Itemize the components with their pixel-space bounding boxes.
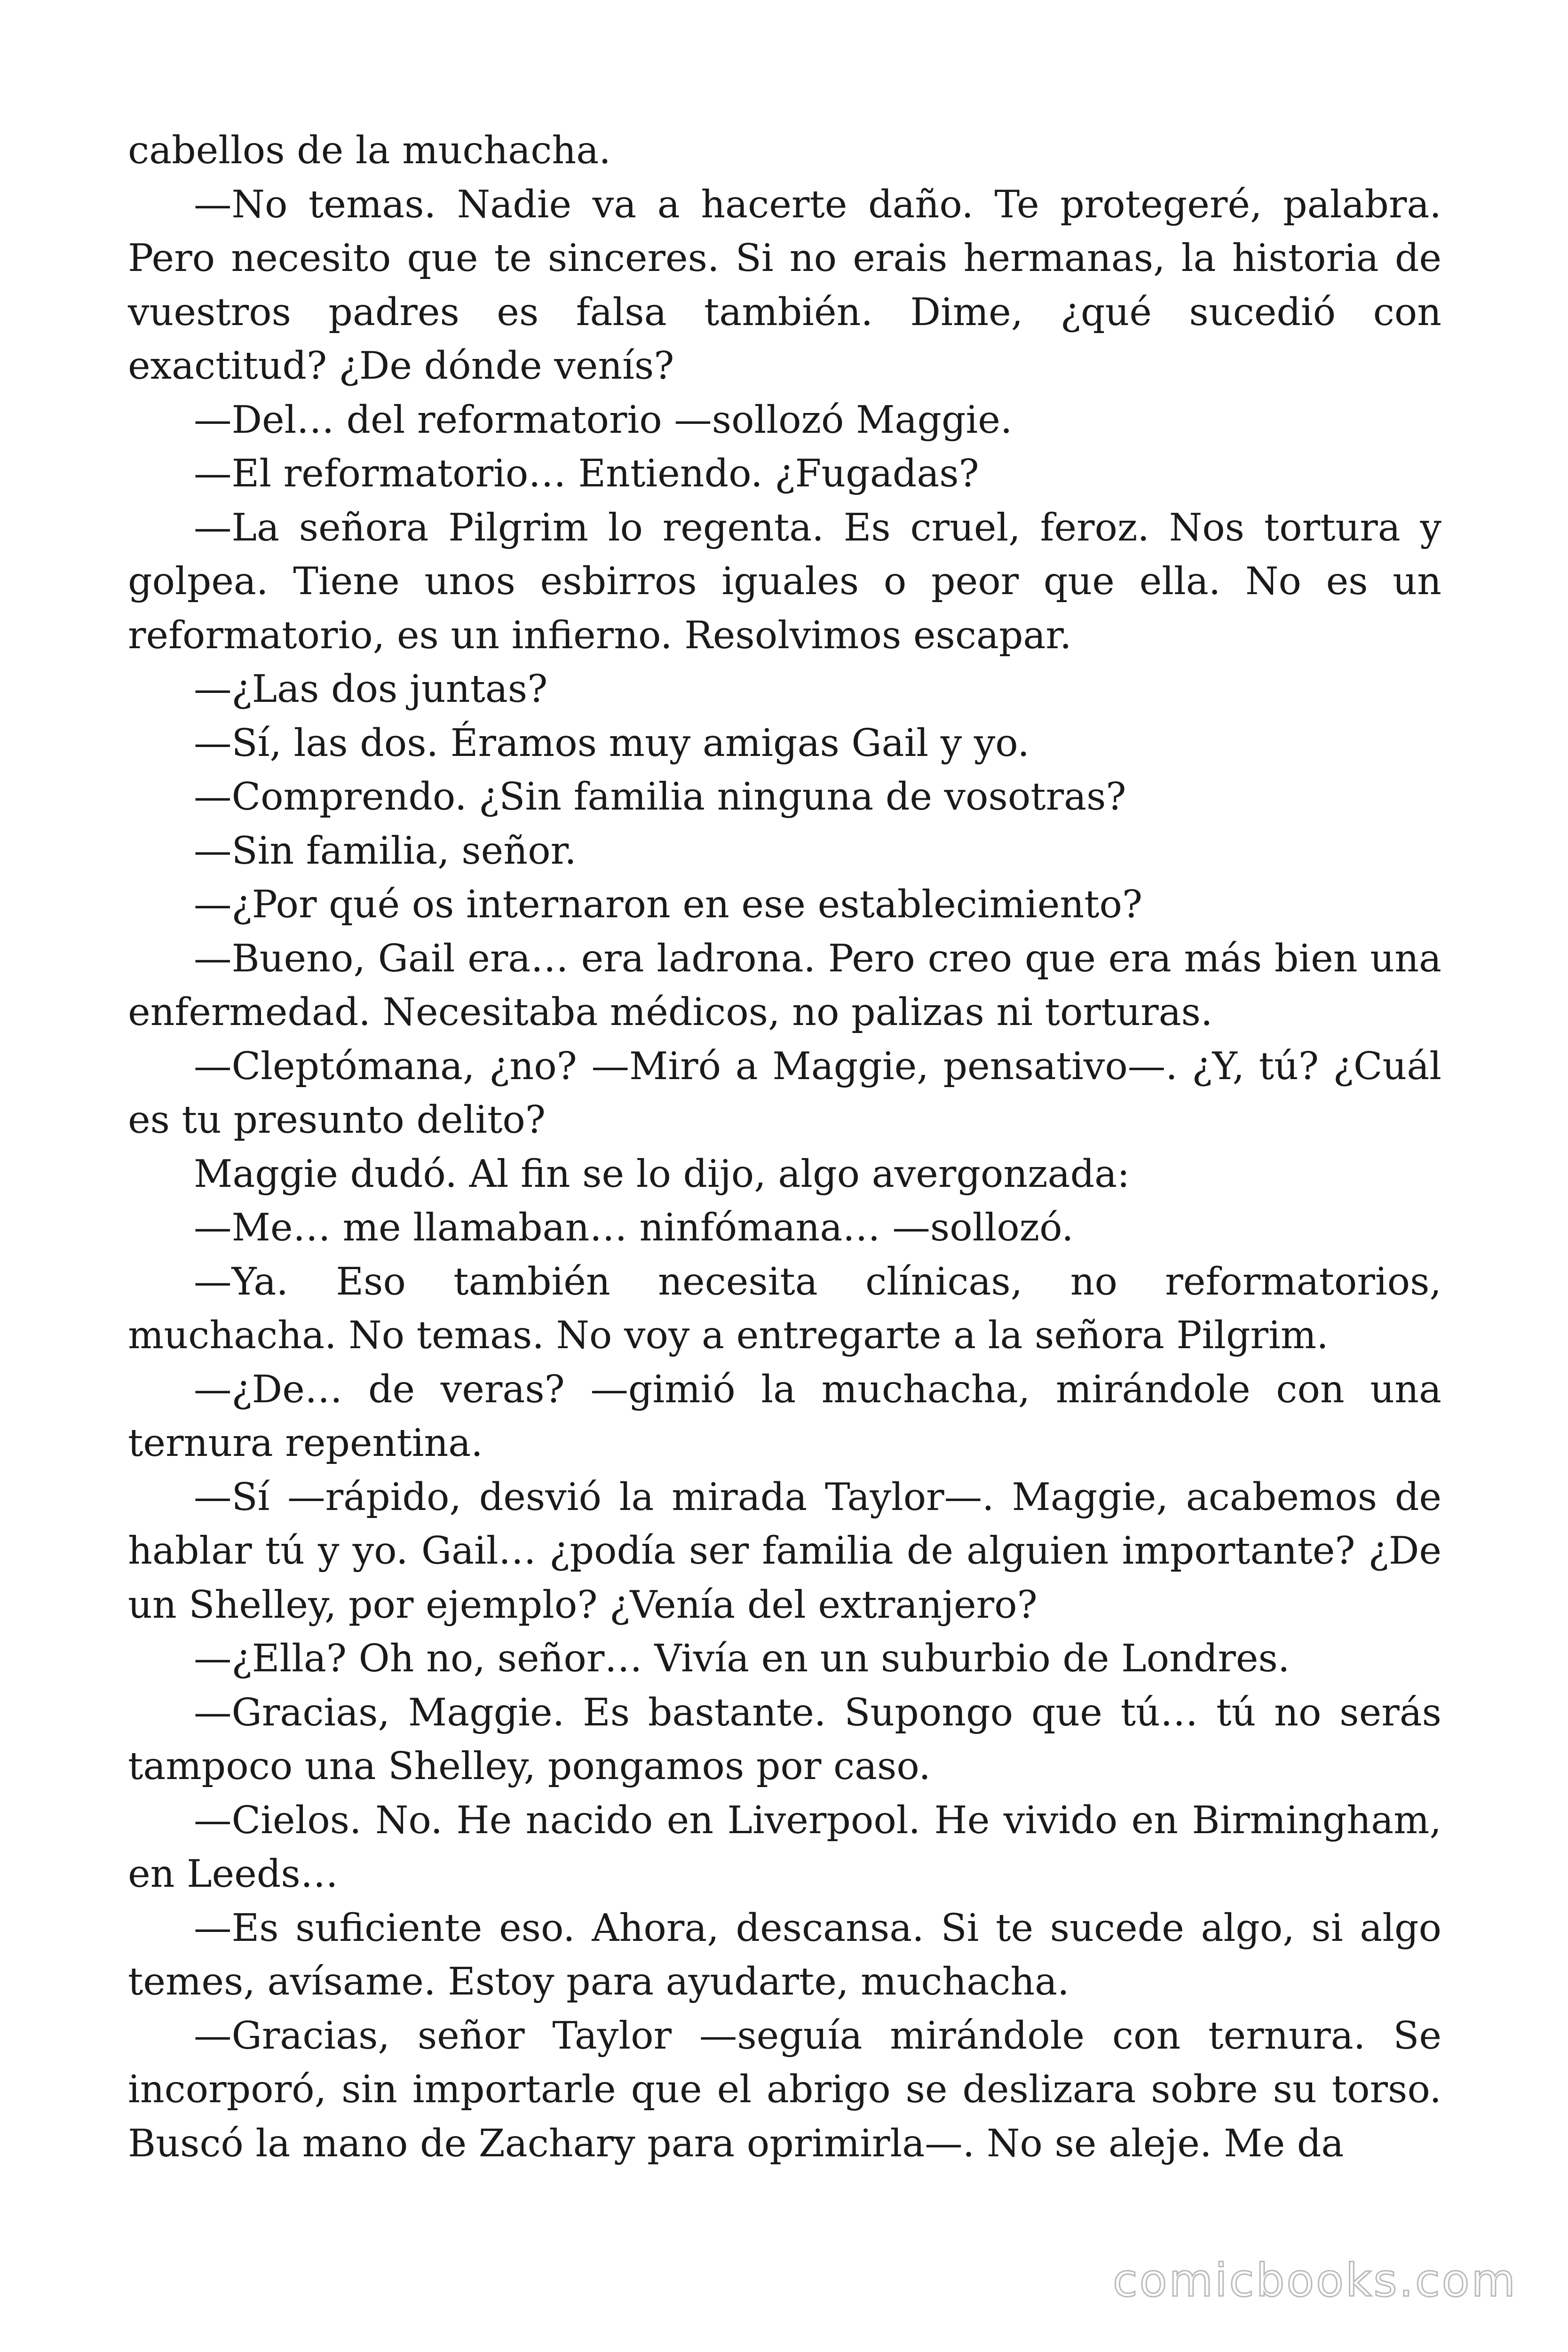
paragraph: —¿Ella? Oh no, señor… Vivía en un suburbio de Londres. bbox=[194, 1636, 1290, 1680]
paragraph: —Sí, las dos. Éramos muy amigas Gail y yo. bbox=[194, 720, 1029, 765]
paragraph: —¿Las dos juntas? bbox=[194, 667, 548, 711]
paragraph: —Gracias, Maggie. Es bastante. Supongo que tú… tú no serás tampoco una Shelley, pongamos por caso. bbox=[128, 1690, 1441, 1788]
paragraph: —Cielos. No. He nacido en Liverpool. He vivido en Birmingham, en Leeds… bbox=[128, 1797, 1441, 1896]
paragraph: Maggie dudó. Al fin se lo dijo, algo avergonzada: bbox=[194, 1151, 1130, 1196]
paragraph: —Del… del reformatorio —sollozó Maggie. bbox=[194, 397, 1013, 442]
paragraph: —Bueno, Gail era… era ladrona. Pero creo que era más bien una enfermedad. Necesitaba médicos, no palizas ni torturas. bbox=[128, 936, 1441, 1034]
paragraph: —No temas. Nadie va a hacerte daño. Te protegeré, palabra. Pero necesito que te sinceres. Si no erais hermanas, la historia de vuestros padres es falsa también. Dime, ¿qué sucedió con exactitud? ¿De dónde venís? bbox=[128, 182, 1441, 388]
body-text bbox=[128, 123, 1441, 2170]
paragraph: —Ya. Eso también necesita clínicas, no reformatorios, muchacha. No temas. No voy a entregarte a la señora Pilgrim. bbox=[128, 1259, 1441, 1357]
paragraph: —Gracias, señor Taylor —seguía mirándole con ternura. Se incorporó, sin importarle que el abrigo se deslizara sobre su torso. Buscó la mano de Zachary para oprimirla—. No se aleje. Me da bbox=[128, 2013, 1441, 2165]
paragraph: —Es suficiente eso. Ahora, descansa. Si te sucede algo, si algo temes, avísame. Estoy para ayudarte, muchacha. bbox=[128, 1905, 1441, 2003]
paragraph: —Comprendo. ¿Sin familia ninguna de vosotras? bbox=[194, 774, 1126, 818]
paragraph: —¿De… de veras? —gimió la muchacha, mirándole con una ternura repentina. bbox=[128, 1367, 1441, 1465]
paragraph: —Sí —rápido, desvió la mirada Taylor—. Maggie, acabemos de hablar tú y yo. Gail… ¿podía ser familia de alguien importante? ¿De un Shelley, por ejemplo? ¿Venía del extranjero? bbox=[128, 1474, 1441, 1627]
paragraph: —La señora Pilgrim lo regenta. Es cruel, feroz. Nos tortura y golpea. Tiene unos esbirros iguales o peor que ella. No es un reformatorio, es un infierno. Resolvimos escapar. bbox=[128, 505, 1441, 657]
paragraph: cabellos de la muchacha. bbox=[128, 128, 611, 172]
paragraph: —¿Por qué os internaron en ese establecimiento? bbox=[194, 882, 1143, 926]
paragraph: —Cleptómana, ¿no? —Miró a Maggie, pensativo—. ¿Y, tú? ¿Cuál es tu presunto delito? bbox=[128, 1043, 1441, 1142]
watermark: comicbooks.com bbox=[1112, 2254, 1517, 2307]
paragraph: —Sin familia, señor. bbox=[194, 828, 577, 873]
paragraph: —Me… me llamaban… ninfómana… —sollozó. bbox=[194, 1205, 1074, 1249]
paragraph: —El reformatorio… Entiendo. ¿Fugadas? bbox=[194, 451, 979, 495]
